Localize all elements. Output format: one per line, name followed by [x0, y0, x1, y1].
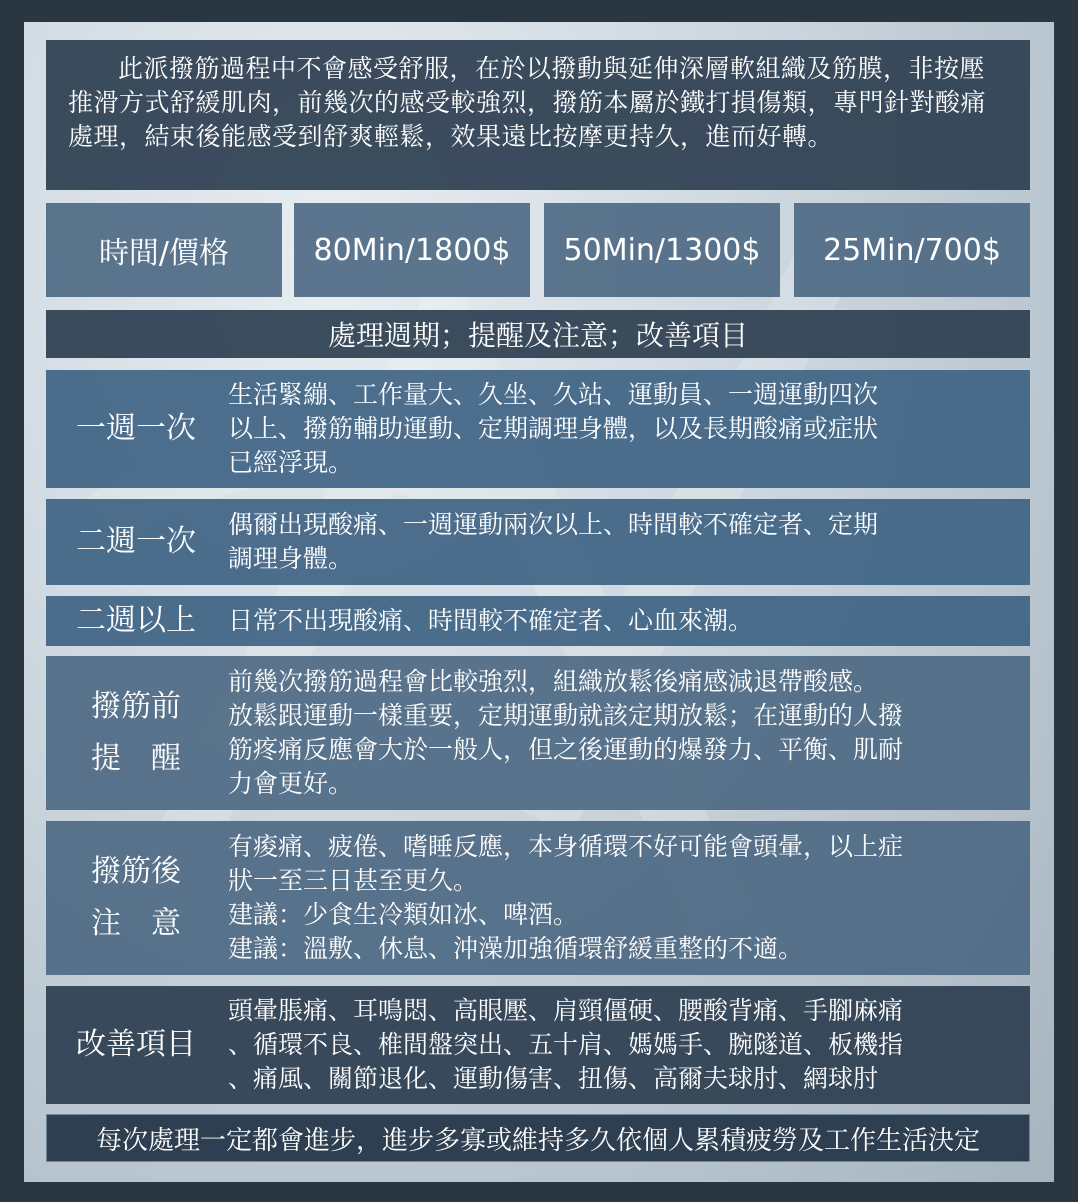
description-line: 已經浮現。: [228, 448, 354, 477]
description-line: 調理身體。: [228, 544, 354, 573]
description-line: 、痛風、關節退化、運動傷害、扭傷、高爾夫球肘、網球肘: [228, 1064, 879, 1093]
description-line: 生活緊繃、工作量大、久坐、久站、運動員、一週運動四次: [228, 380, 879, 409]
label-line: 撥筋後: [91, 854, 181, 889]
section-title: 處理週期；提醒及注意；改善項目: [327, 319, 748, 352]
section-title-bar: [46, 310, 1030, 358]
description-line: 偶爾出現酸痛、一週運動兩次以上、時間較不確定者、定期: [228, 510, 879, 539]
description-line: 有痠痛、疲倦、嗜睡反應，本身循環不好可能會頭暈，以上症: [228, 832, 904, 861]
price-option-label: 50Min/1300$: [563, 232, 761, 268]
reminder-label: [46, 681, 226, 785]
label-line: 注 意: [91, 906, 181, 941]
description-line: 以上、撥筋輔助運動、定期調理身體，以及長期酸痛或症狀: [228, 414, 879, 443]
cycle-row-weekly: [46, 370, 1030, 488]
price-option-50: [544, 203, 780, 297]
notice-label: [46, 846, 226, 950]
description-line: 狀一至三日甚至更久。: [228, 866, 479, 895]
description-line: 放鬆跟運動一樣重要，定期運動就該定期放鬆；在運動的人撥: [228, 701, 904, 730]
description-line: 頭暈脹痛、耳鳴悶、高眼壓、肩頸僵硬、腰酸背痛、手腳麻痛: [228, 996, 904, 1025]
description-line: 力會更好。: [228, 769, 354, 798]
price-option-80: [294, 203, 530, 297]
notice-after-row: [46, 821, 1030, 975]
description-line: 、循環不良、椎間盤突出、五十肩、媽媽手、腕隧道、板機指: [228, 1030, 904, 1059]
price-header-label: 時間/價格: [98, 236, 230, 271]
cycle-row-over-two-weeks: [46, 596, 1030, 646]
description-line: 前幾次撥筋過程會比較強烈，組織放鬆後痛感減退帶酸感。: [228, 667, 879, 696]
cycle-label: 二週以上: [76, 603, 196, 638]
intro-text-box: [46, 40, 1030, 190]
description-line: 日常不出現酸痛、時間較不確定者、心血來潮。: [228, 606, 754, 635]
cycle-label: 一週一次: [76, 411, 196, 446]
cycle-description: [226, 604, 775, 638]
footer-note: [46, 1114, 1030, 1162]
price-option-25: [794, 203, 1030, 297]
label-line: 撥筋前: [91, 689, 181, 724]
intro-text: 此派撥筋過程中不會感受舒服，在於以撥動與延伸深層軟組織及筋膜，非按壓推滑方式舒緩肌肉，前幾次的感受較強烈，撥筋本屬於鐵打損傷類，專門針對酸痛處理，結束後能感受到舒爽輕鬆，效果遠比按摩更持久，進而好轉。: [68, 54, 987, 151]
improvement-row: [46, 986, 1030, 1104]
reminder-description: [226, 665, 925, 801]
label-line: 提 醒: [91, 741, 181, 776]
description-line: 筋疼痛反應會大於一般人，但之後運動的爆發力、平衡、肌耐: [228, 735, 904, 764]
footer-text: 每次處理一定都會進步，進步多寡或維持多久依個人累積疲勞及工作生活決定: [95, 1125, 980, 1156]
cycle-label: 二週一次: [76, 524, 196, 559]
description-line: 建議：溫敷、休息、沖澡加強循環舒緩重整的不適。: [228, 934, 804, 963]
cycle-description: [226, 508, 900, 576]
reminder-before-row: [46, 656, 1030, 810]
cycle-row-biweekly: [46, 499, 1030, 585]
price-header-cell: [46, 203, 282, 297]
price-option-label: 80Min/1800$: [313, 232, 511, 268]
price-option-label: 25Min/700$: [823, 232, 1001, 268]
improvement-label: 改善項目: [76, 1027, 196, 1062]
cycle-description: [226, 378, 900, 480]
description-line: 建議：少食生冷類如冰、啤酒。: [228, 900, 579, 929]
info-panel: [24, 22, 1054, 1182]
notice-description: [226, 830, 925, 966]
improvement-description: [226, 994, 925, 1096]
